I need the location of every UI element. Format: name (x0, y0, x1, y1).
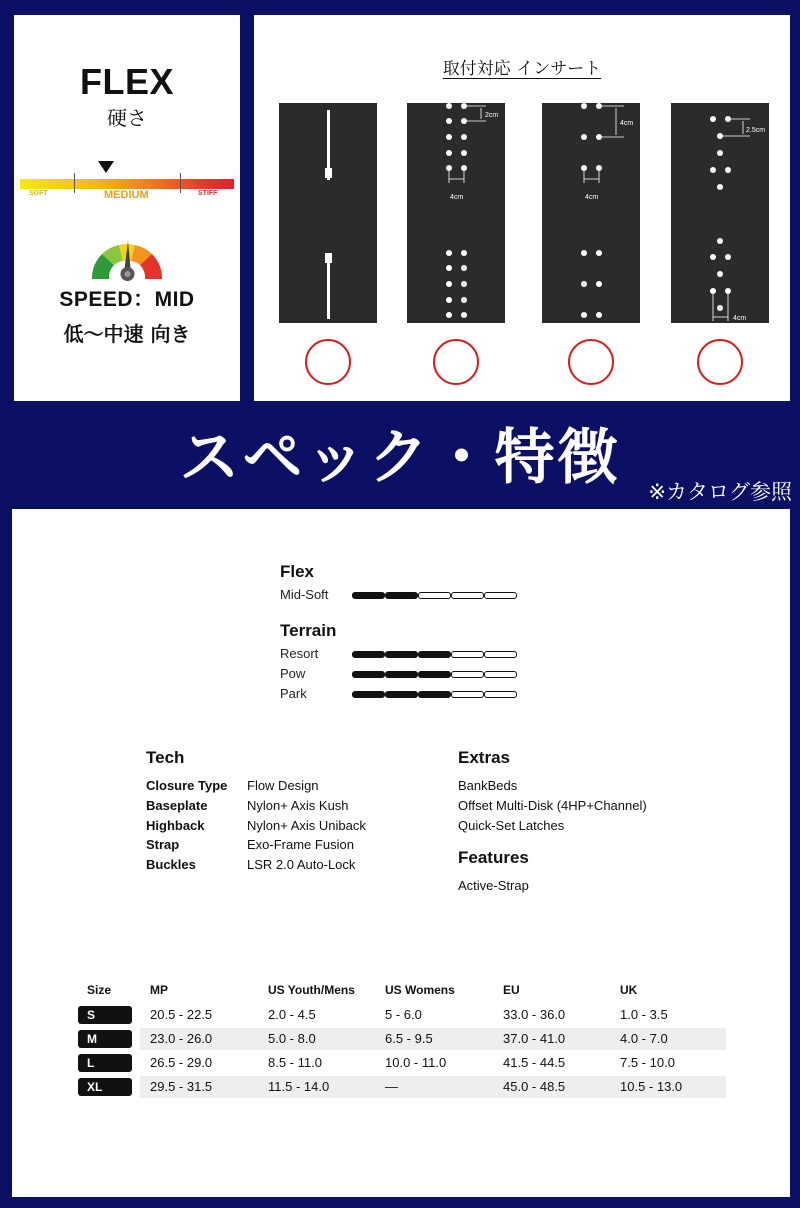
rating-segment-filled (352, 691, 385, 698)
flex-title: FLEX (79, 61, 174, 102)
table-header-size: Size (87, 983, 112, 997)
tech-value: Nylon+ Axis Uniback (247, 818, 366, 833)
table-header-us-youth-mens: US Youth/Mens (268, 983, 355, 997)
flex-subtitle: 硬さ (107, 106, 147, 130)
speed-note: 低～中速 向き (63, 322, 191, 346)
table-cell-mp: 20.5 - 22.5 (150, 1007, 213, 1022)
rating-segment-empty (451, 592, 484, 599)
table-cell-mp: 23.0 - 26.0 (150, 1031, 213, 1046)
rating-segment-empty (451, 691, 484, 698)
terrain-label-park: Park (280, 686, 307, 701)
table-cell-uk: 7.5 - 10.0 (620, 1055, 675, 1070)
meter-soft-label: SOFT (29, 190, 48, 197)
dim-4x4-b: 4cm (585, 194, 599, 201)
tech-key: Strap (146, 837, 180, 852)
table-cell-uk: 1.0 - 3.5 (620, 1007, 668, 1022)
dim-3d-a: 2.5cm (746, 127, 766, 134)
insert-panel (254, 15, 790, 401)
meter-medium-label: MEDIUM (104, 189, 149, 201)
table-cell-us-youth-mens: 8.5 - 11.0 (268, 1055, 322, 1070)
table-header-uk: UK (620, 983, 638, 997)
table-cell-us-womens: 6.5 - 9.5 (385, 1031, 433, 1046)
terrain-label-resort: Resort (280, 646, 319, 661)
compatible-circle-icon (305, 339, 351, 385)
features-heading: Features (458, 848, 529, 867)
flex-rating-label: Mid-Soft (280, 587, 329, 602)
compatible-circle-icon (433, 339, 479, 385)
table-cell-eu: 37.0 - 41.0 (503, 1031, 566, 1046)
rating-segment-empty (451, 671, 484, 678)
tech-key: Highback (146, 818, 205, 833)
tech-value: Exo-Frame Fusion (247, 837, 354, 852)
extras-heading: Extras (458, 748, 510, 767)
table-header-mp: MP (150, 983, 168, 997)
extras-item: Quick-Set Latches (458, 818, 565, 833)
tech-value: Nylon+ Axis Kush (247, 798, 349, 813)
table-cell-uk: 10.5 - 13.0 (620, 1079, 683, 1094)
table-cell-us-youth-mens: 5.0 - 8.0 (268, 1031, 316, 1046)
dim-2x4-b: 4cm (450, 194, 464, 201)
table-header-us-womens: US Womens (385, 983, 455, 997)
dim-4x4-a: 4cm (620, 120, 634, 127)
features-item: Active-Strap (458, 878, 529, 893)
insert-title: 取付対応 インサート (442, 59, 602, 79)
rating-segment-filled (418, 651, 451, 658)
rating-segment-empty (484, 592, 517, 599)
extras-item: Offset Multi-Disk (4HP+Channel) (458, 798, 647, 813)
table-cell-eu: 45.0 - 48.5 (503, 1079, 566, 1094)
insert-board-2x4 (407, 103, 505, 323)
table-row (140, 1004, 726, 1026)
table-cell-eu: 41.5 - 44.5 (503, 1055, 566, 1070)
rating-segment-empty (451, 651, 484, 658)
size-badge: M (78, 1030, 132, 1048)
rating-segment-empty (484, 671, 517, 678)
tech-key: Closure Type (146, 778, 228, 793)
size-badge: XL (78, 1078, 132, 1096)
rating-segment-empty (484, 691, 517, 698)
table-row (140, 1052, 726, 1074)
rating-segment-filled (352, 592, 385, 599)
table-row (140, 1028, 726, 1050)
table-cell-uk: 4.0 - 7.0 (620, 1031, 668, 1046)
rating-segment-filled (385, 691, 418, 698)
dim-2x4-a: 2cm (485, 112, 499, 119)
rating-segment-filled (352, 671, 385, 678)
rating-segment-empty (418, 592, 451, 599)
table-cell-us-womens: 10.0 - 11.0 (385, 1055, 447, 1070)
tech-value: LSR 2.0 Auto-Lock (247, 857, 356, 872)
spec-banner-note: ※カタログ参照 (648, 480, 792, 504)
meter-tick (180, 173, 181, 193)
table-cell-us-womens: — (385, 1079, 398, 1094)
flex-meter (20, 161, 234, 201)
dim-3d-b: 4cm (733, 315, 747, 322)
meter-stiff-label: STIFF (198, 190, 218, 197)
flex-pointer-icon (98, 161, 114, 173)
table-cell-us-womens: 5 - 6.0 (385, 1007, 422, 1022)
rating-segment-filled (385, 651, 418, 658)
rating-segment-filled (418, 691, 451, 698)
flex-panel (14, 15, 240, 401)
table-cell-eu: 33.0 - 36.0 (503, 1007, 566, 1022)
tech-value: Flow Design (247, 778, 319, 793)
flex-meter-bar (20, 179, 234, 189)
speedometer-icon (88, 233, 166, 283)
table-cell-mp: 29.5 - 31.5 (150, 1079, 213, 1094)
rating-segment-filled (385, 671, 418, 678)
spec-banner-title: スペック・特徴 (179, 423, 621, 493)
terrain-label-pow: Pow (280, 666, 306, 681)
table-header-eu: EU (503, 983, 520, 997)
compatible-circle-icon (697, 339, 743, 385)
table-row (140, 1076, 726, 1098)
meter-tick (74, 173, 75, 193)
table-cell-us-youth-mens: 11.5 - 14.0 (268, 1079, 330, 1094)
rating-segment-filled (352, 651, 385, 658)
tech-key: Baseplate (146, 798, 208, 813)
size-badge: S (78, 1006, 132, 1024)
insert-board-2h-channel (279, 103, 377, 323)
tech-key: Buckles (146, 857, 196, 872)
insert-board-4x4 (542, 103, 640, 323)
rating-segment-filled (385, 592, 418, 599)
flex-heading: Flex (280, 562, 315, 581)
rating-segment-empty (484, 651, 517, 658)
table-cell-mp: 26.5 - 29.0 (150, 1055, 213, 1070)
insert-board-3d (671, 103, 769, 323)
table-cell-us-youth-mens: 2.0 - 4.5 (268, 1007, 316, 1022)
extras-item: BankBeds (458, 778, 518, 793)
rating-segment-filled (418, 671, 451, 678)
terrain-heading: Terrain (280, 621, 337, 640)
size-badge: L (78, 1054, 132, 1072)
speed-label: SPEED：MID (59, 288, 195, 311)
compatible-circle-icon (568, 339, 614, 385)
tech-heading: Tech (146, 748, 185, 767)
